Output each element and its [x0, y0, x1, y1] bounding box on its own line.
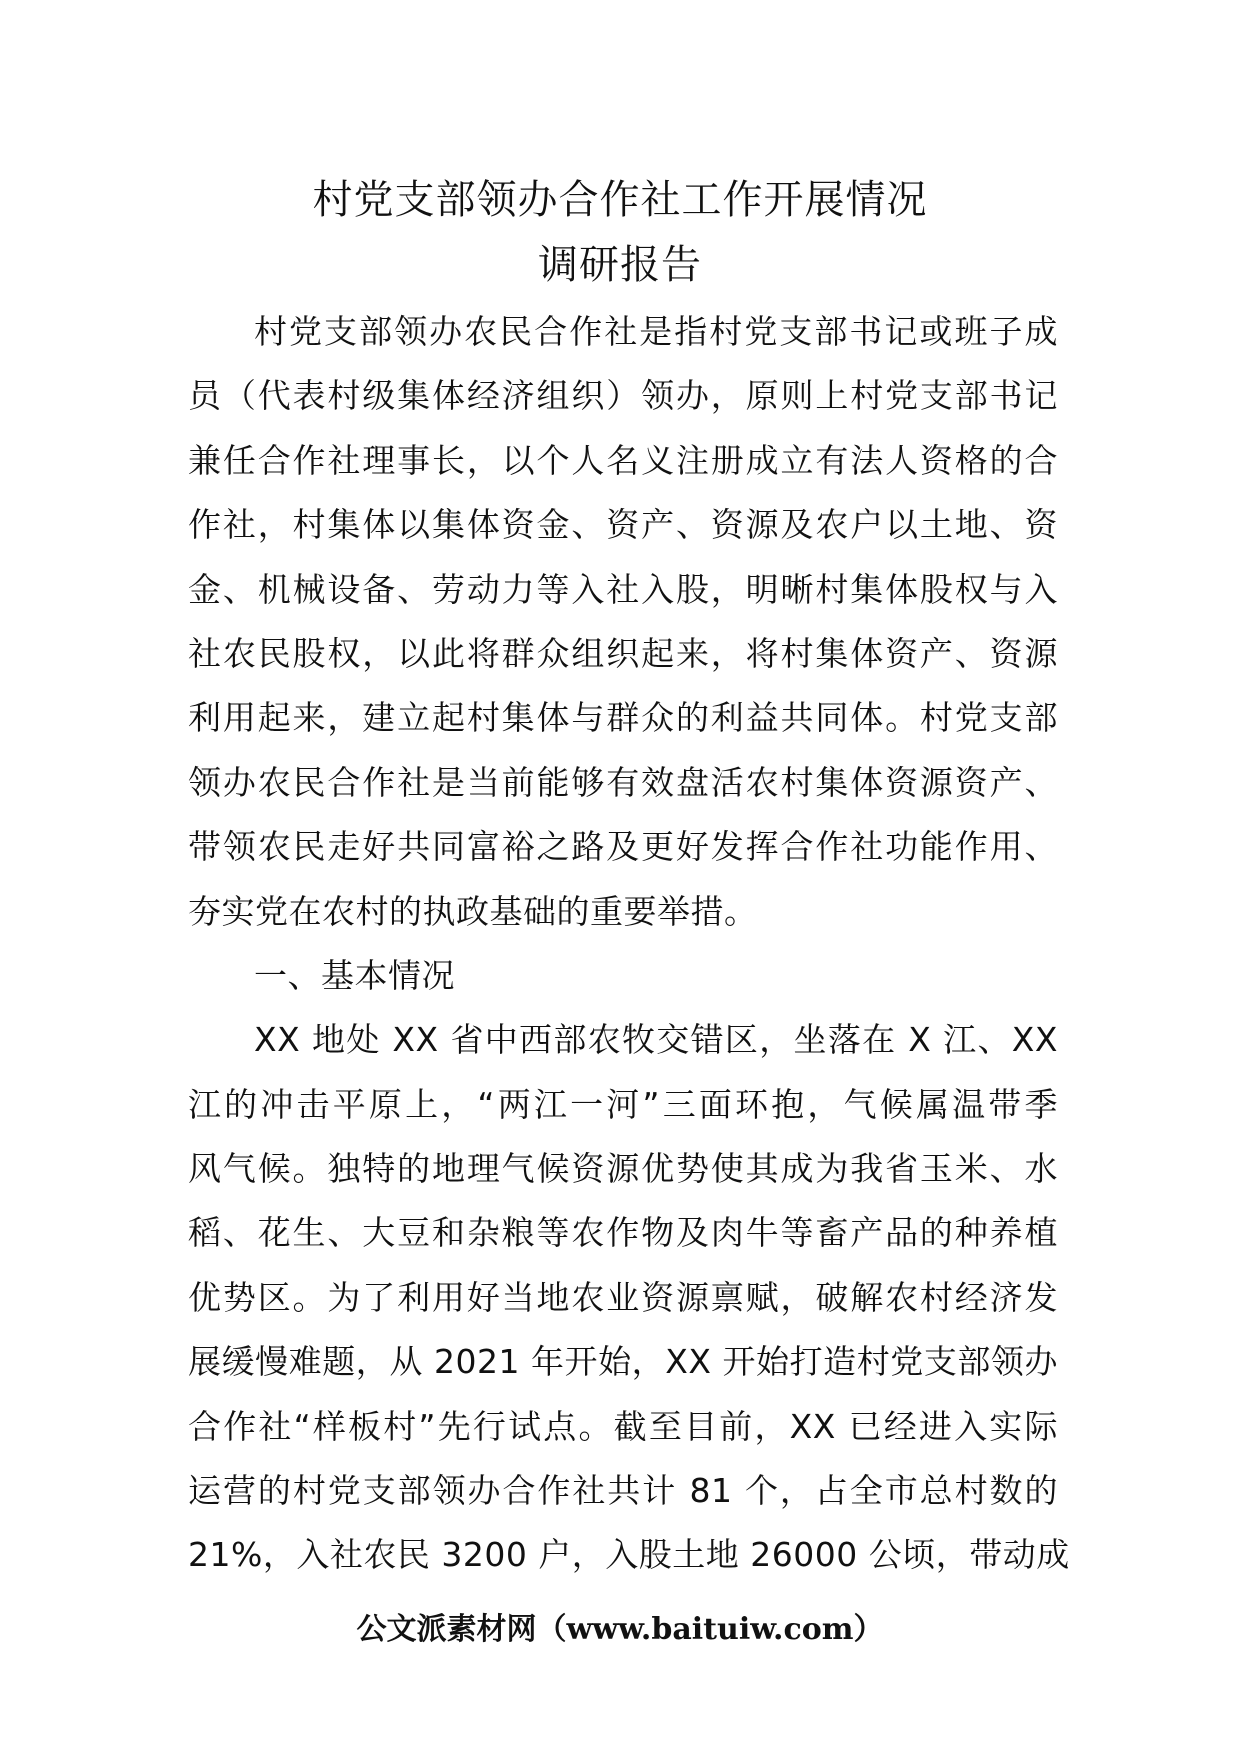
paragraph-1-line: 作社，村集体以集体资金、资产、资源及农户以土地、资: [188, 505, 1058, 545]
document-title-line-2: 调研报告: [538, 242, 702, 288]
paragraph-1-line: 金、机械设备、劳动力等入社入股，明晰村集体股权与入: [188, 569, 1058, 609]
paragraph-2-line: 21%，入社农民 3200 户，入股土地 26000 公顷，带动成: [188, 1535, 1070, 1575]
paragraph-1-line: 社农民股权，以此将群众组织起来，将村集体资产、资源: [188, 633, 1058, 673]
source-watermark-footer: 公文派素材网（www.baituiw.com）: [356, 1612, 884, 1647]
paragraph-2-line: 运营的村党支部领办合作社共计 81 个，占全市总村数的: [188, 1471, 1058, 1511]
paragraph-1-line: 兼任合作社理事长，以个人名义注册成立有法人资格的合: [188, 440, 1058, 480]
section-heading: 一、基本情况: [254, 955, 455, 995]
paragraph-2-line: 展缓慢难题，从 2021 年开始，XX 开始打造村党支部领办: [188, 1342, 1058, 1382]
paragraph-1-line: 村党支部领办农民合作社是指村党支部书记或班子成: [254, 312, 1058, 351]
paragraph-1-line: 员（代表村级集体经济组织）领办，原则上村党支部书记: [188, 376, 1058, 416]
paragraph-1-line: 带领农民走好共同富裕之路及更好发挥合作社功能作用、: [188, 827, 1058, 867]
paragraph-1-line: 夯实党在农村的执政基础的重要举措。: [188, 891, 758, 931]
paragraph-2-line: 优势区。为了利用好当地农业资源禀赋，破解农村经济发: [188, 1277, 1058, 1317]
document-body: [188, 300, 1070, 1588]
paragraph-2-line: 江的冲击平原上，“两江一河”三面环抱，气候属温带季: [188, 1084, 1058, 1124]
paragraph-2-line: 稻、花生、大豆和杂粮等农作物及肉牛等畜产品的种养植: [188, 1213, 1058, 1253]
document-title-line-1: 村党支部领办合作社工作开展情况: [312, 177, 928, 223]
paragraph-2-line: XX 地处 XX 省中西部农牧交错区，坐落在 X 江、XX: [254, 1020, 1058, 1060]
paragraph-1-line: 利用起来，建立起村集体与群众的利益共同体。村党支部: [188, 698, 1058, 738]
paragraph-1-line: 领办农民合作社是当前能够有效盘活农村集体资源资产、: [188, 762, 1058, 802]
paragraph-2-line: 合作社“样板村”先行试点。截至目前，XX 已经进入实际: [188, 1406, 1058, 1446]
paragraph-2-line: 风气候。独特的地理气候资源优势使其成为我省玉米、水: [188, 1149, 1058, 1189]
